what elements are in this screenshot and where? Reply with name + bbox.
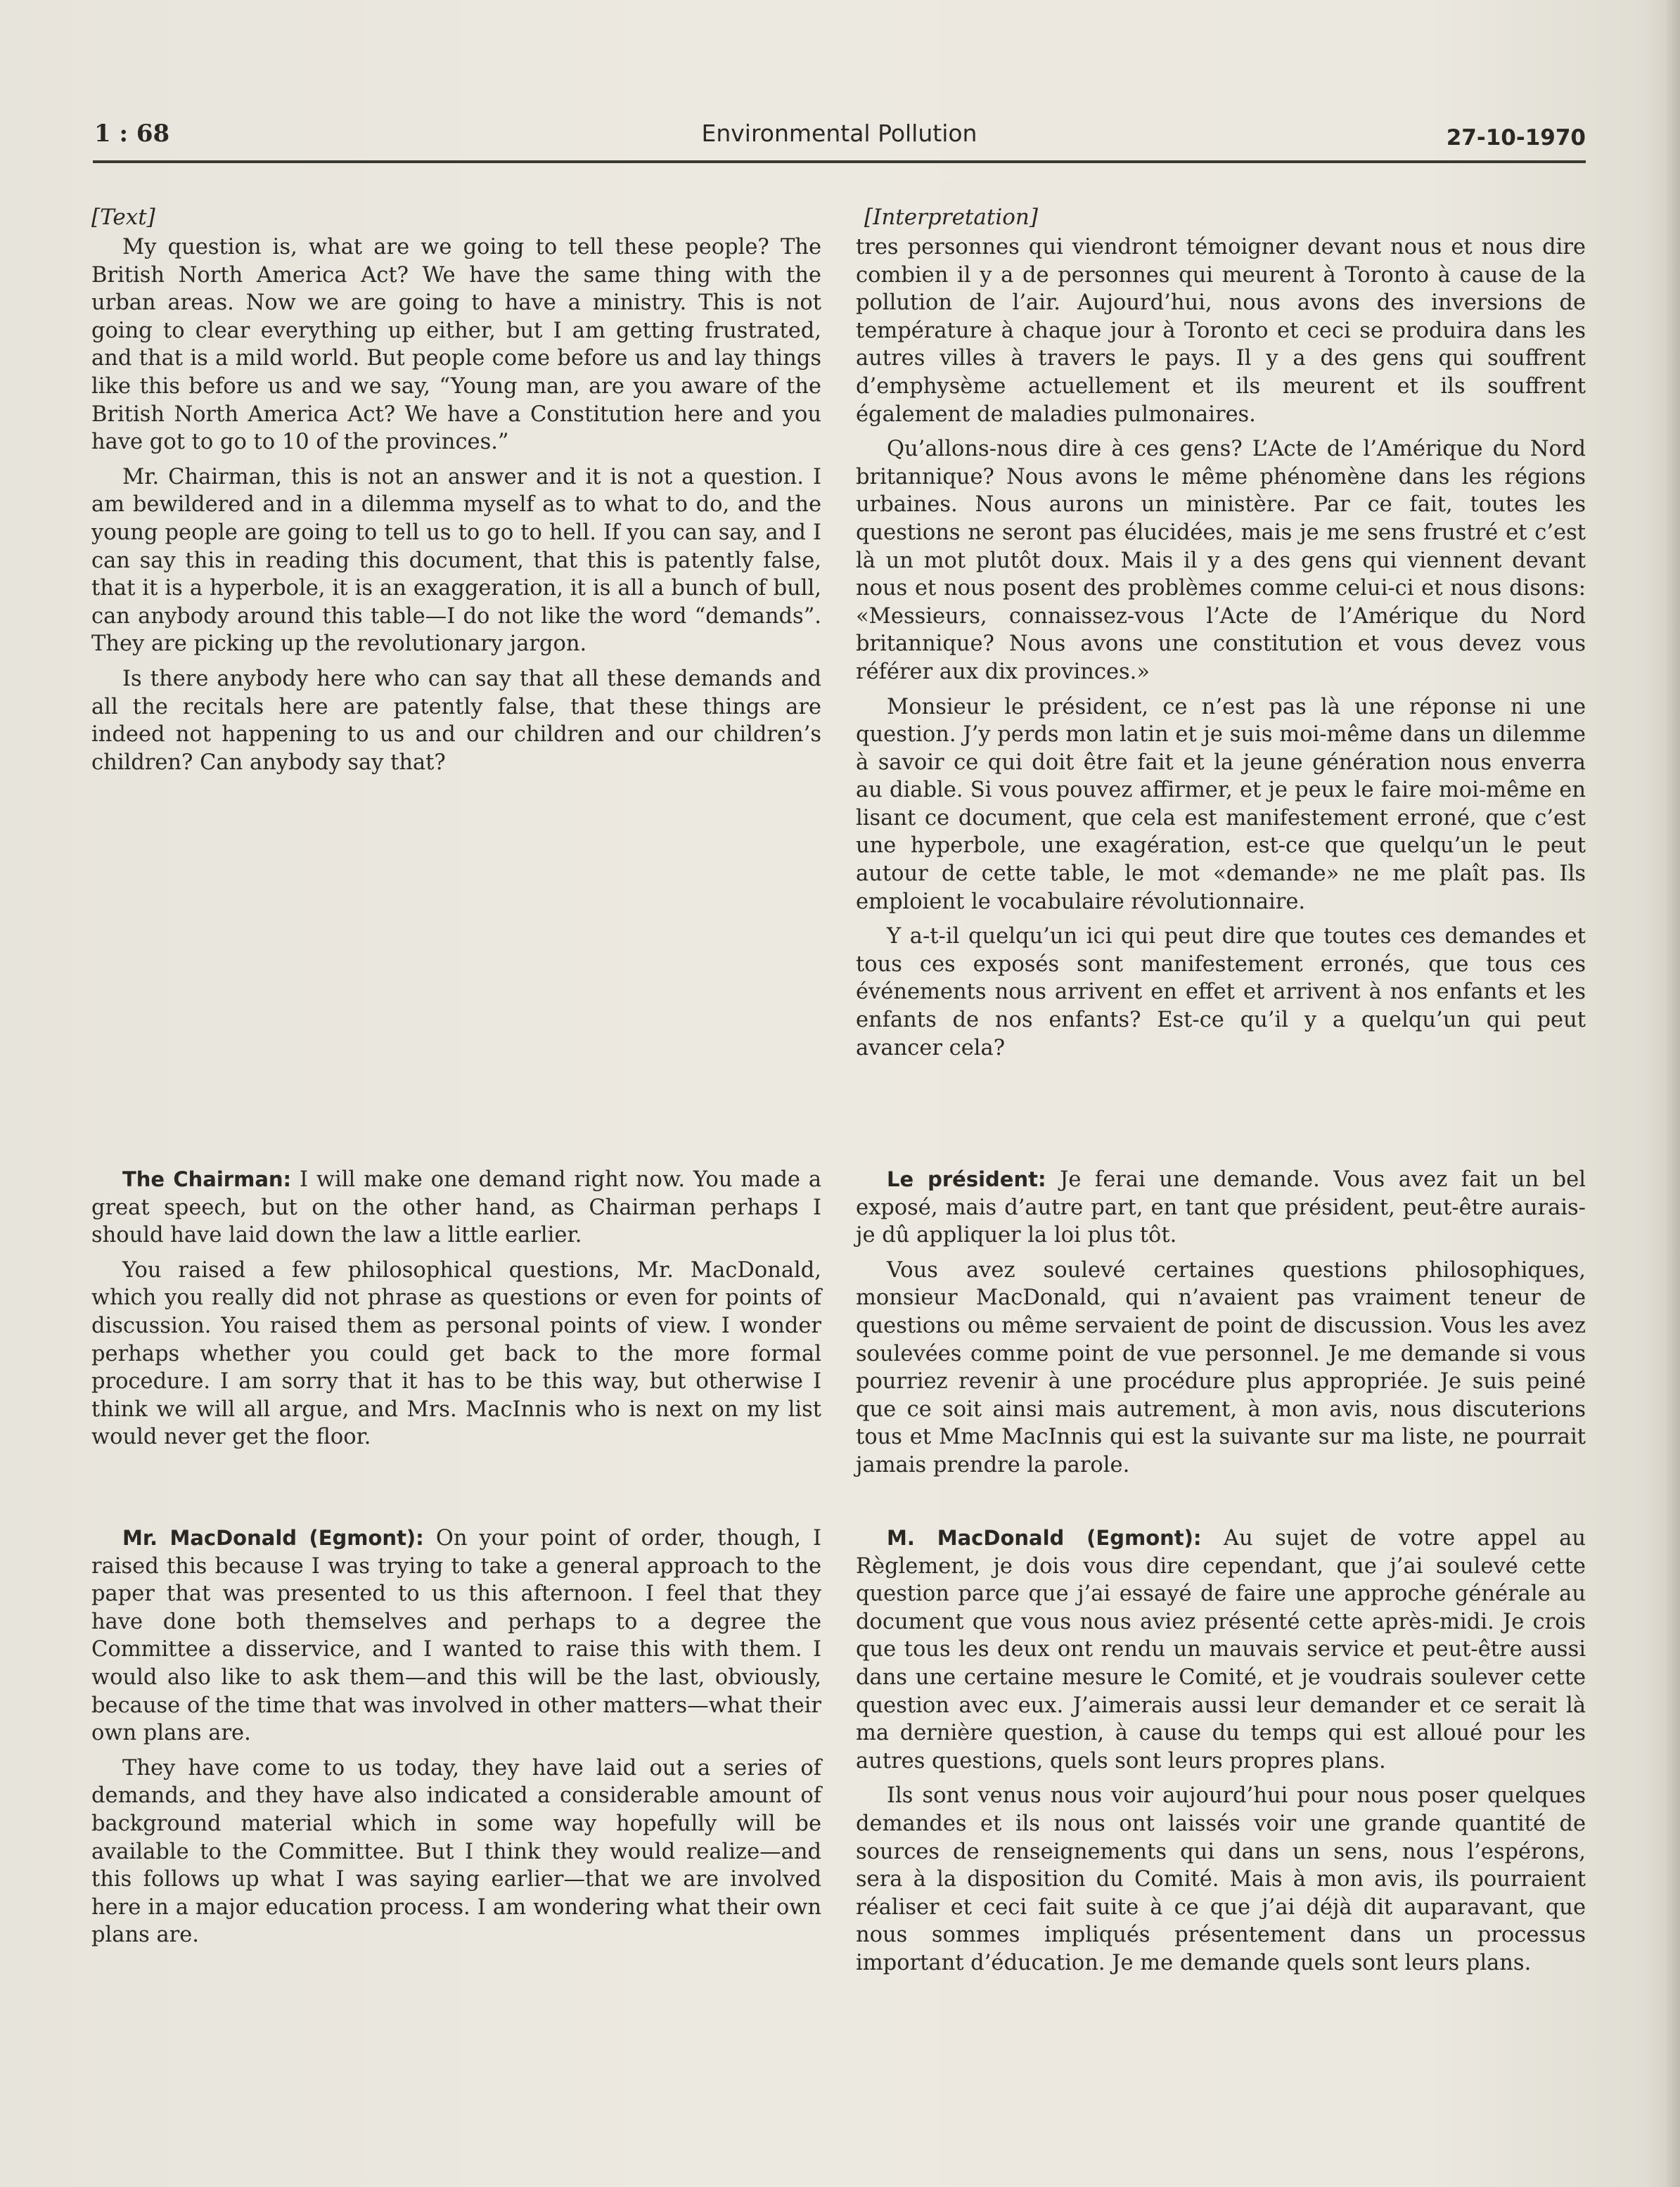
speech-text: On your point of order, though, I raised this because I was trying to take a general approach to the paper that was presented to us this afternoon. I feel that they have done both themselves and perhaps to a degree the Committee a disservice, and I wanted to raise this with them. I would also like to ask them—and this will be the last, obviously, because of the time that was involved in other matters—what their own plans are. [91,1526,821,1746]
session-date: 27-10-1970 [1446,125,1586,150]
french-president-section [856,1166,1586,1480]
english-paragraph [91,1166,821,1250]
speaker-name: The Chairman: [122,1167,292,1191]
running-title: Environmental Pollution [701,120,977,147]
english-macdonald-section [91,1525,821,1949]
page-header [93,118,1586,163]
english-paragraph: Is there anybody here who can say that all these demands and all the recitals here are patently false, that these things are indeed not happening to us and our children and our children’s children? Can anybody say that? [91,666,821,775]
english-paragraph: Mr. Chairman, this is not an answer and it is not a question. I am bewildered and in a dilemma myself as to what to do, and the young people are going to tell us to go to hell. If you can say, and I can say this in reading this document, that this is patently false, that it is a hyperbole, it is an exaggeration, it is all a bunch of bull, can anybody around this table—I do not like the word “demands”. They are picking up the revolutionary jargon. [91,464,821,657]
interpretation-tag: [Interpretation] [864,205,1038,230]
speech-text: Au sujet de votre appel au Règlement, je dois vous dire cependant, que j’ai soulevé cette question parce que j’ai essayé de faire une approche générale au document que vous nous aviez présenté cette après-midi. Je crois que tous les deux ont rendu un mauvais service et peut-être aussi dans une certaine mesure le Comité, et je voudrais soulever cette question avec eux. J’aimerais aussi leur demander et ce serait là ma dernière question, à cause du temps qui est alloué pour les autres questions, quels sont leurs propres plans. [856,1526,1586,1774]
french-macdonald-section [856,1525,1586,1977]
english-paragraph [91,1525,821,1747]
text-tag: [Text] [91,205,155,230]
english-paragraph: You raised a few philosophical questions, Mr. MacDonald, which you really did not phrase as questions or even for points of discussion. You raised them as personal points of view. I wonder perhaps whether you could get back to the more formal procedure. I am sorry that it has to be this way, but otherwise I think we will all argue, and Mrs. MacInnis who is next on my list would never get the floor. [91,1257,821,1450]
french-paragraph: Monsieur le président, ce n’est pas là une réponse ni une question. J’y perds mon latin et je suis moi-même dans un dilemme à savoir ce qui doit être fait et la jeune génération nous enverra au diable. Si vous pouvez affirmer, et je peux le faire moi-même en lisant ce document, que cela est manifestement erroné, que c’est une hyperbole, une exagération, est-ce que quelqu’un le peut autour de cette table, le mot «demande» ne me plaît pas. Ils emploient le vocabulaire révolutionnaire. [856,694,1586,914]
french-paragraph: Ils sont venus nous voir aujourd’hui pour nous poser quelques demandes et ils nous ont laissés voir une grande quantité de sources de renseignements qui dans un sens, nous l’espérons, sera à la disposition du Comité. Mais à mon avis, ils pourraient réaliser et ceci fait suite à ce que j’ai déjà dit auparavant, que nous sommes impliqués présentement dans un processus important d’éducation. Je me demande quels sont leurs plans. [856,1783,1586,1975]
english-opening-section [91,204,821,776]
english-chairman-section [91,1166,821,1451]
page-edge [1665,0,1680,2187]
french-paragraph: tres personnes qui viendront témoigner devant nous et nous dire combien il y a de personnes qui meurent à Toronto à cause de la pollution de l’air. Aujourd’hui, nous avons des inversions de température à chaque jour à Toronto et ceci se produira dans les autres villes à travers le pays. Il y a des gens qui souffrent d’emphysème actuellement et ils meurent et ils souffrent également de maladies pulmonaires. [856,235,1586,427]
speech-text: Je ferai une demande. Vous avez fait un bel exposé, mais d’autre part, en tant que président, peut-être aurais-je dû appliquer la loi plus tôt. [856,1167,1586,1248]
french-paragraph: Qu’allons-nous dire à ces gens? L’Acte de l’Amérique du Nord britannique? Nous avons le même phénomène dans les régions urbaines. Nous aurons un ministère. Par ce fait, toutes les questions ne seront pas élucidées, mais je me sens frustré et c’est là un mot plutôt doux. Mais il y a des gens qui viennent devant nous et nous posent des problèmes comme celui-ci et nous disons: «Messieurs, connaissez-vous l’Acte de l’Amérique du Nord britannique? Nous avons une constitution et vous devez vous référer aux dix provinces.» [856,437,1586,684]
speaker-name: Mr. MacDonald (Egmont): [122,1526,424,1550]
speaker-name: M. MacDonald (Egmont): [887,1526,1202,1550]
french-paragraph [856,1166,1586,1250]
french-paragraph: Vous avez soulevé certaines questions philosophiques, monsieur MacDonald, qui n’avaient pas vraiment teneur de questions ou même servaient de point de discussion. Vous les avez soulevées comme point de vue personnel. Je me demande si vous pourriez revenir à une procédure plus appropriée. Je suis peiné que ce soit ainsi mais autrement, à mon avis, nous discuterions tous et Mme MacInnis qui est la suivante sur ma liste, ne pourrait jamais prendre la parole. [856,1257,1586,1477]
french-paragraph [856,1525,1586,1775]
english-paragraph: My question is, what are we going to tell these people? The British North America Act? We have the same thing with the urban areas. Now we are going to have a ministry. This is not going to clear everything up either, but I am getting frustrated, and that is a mild world. But people come before us and lay things like this before us and we say, “Young man, are you aware of the British North America Act? We have a Constitution here and you have got to go to 10 of the provinces.” [91,235,821,455]
french-paragraph: Y a-t-il quelqu’un ici qui peut dire que toutes ces demandes et tous ces exposés sont manifestement erronés, que tous ces événements nous arrivent en effet et arrivent à nos enfants et les enfants de nos enfants? Est-ce qu’il y a quelqu’un qui peut avancer cela? [856,924,1586,1060]
page-number: 1 : 68 [94,120,170,148]
english-paragraph: They have come to us today, they have laid out a series of demands, and they have also indicated a considerable amount of background material which in some way hopefully will be available to the Committee. But I think they would realize—and this follows up what I was saying earlier—that we are involved here in a major education process. I am wondering what their own plans are. [91,1755,821,1948]
french-opening-section [856,204,1586,1062]
speaker-name: Le président: [887,1167,1046,1191]
speech-text: I will make one demand right now. You made a great speech, but on the other hand, as Chairman perhaps I should have laid down the law a little earlier. [91,1167,821,1248]
